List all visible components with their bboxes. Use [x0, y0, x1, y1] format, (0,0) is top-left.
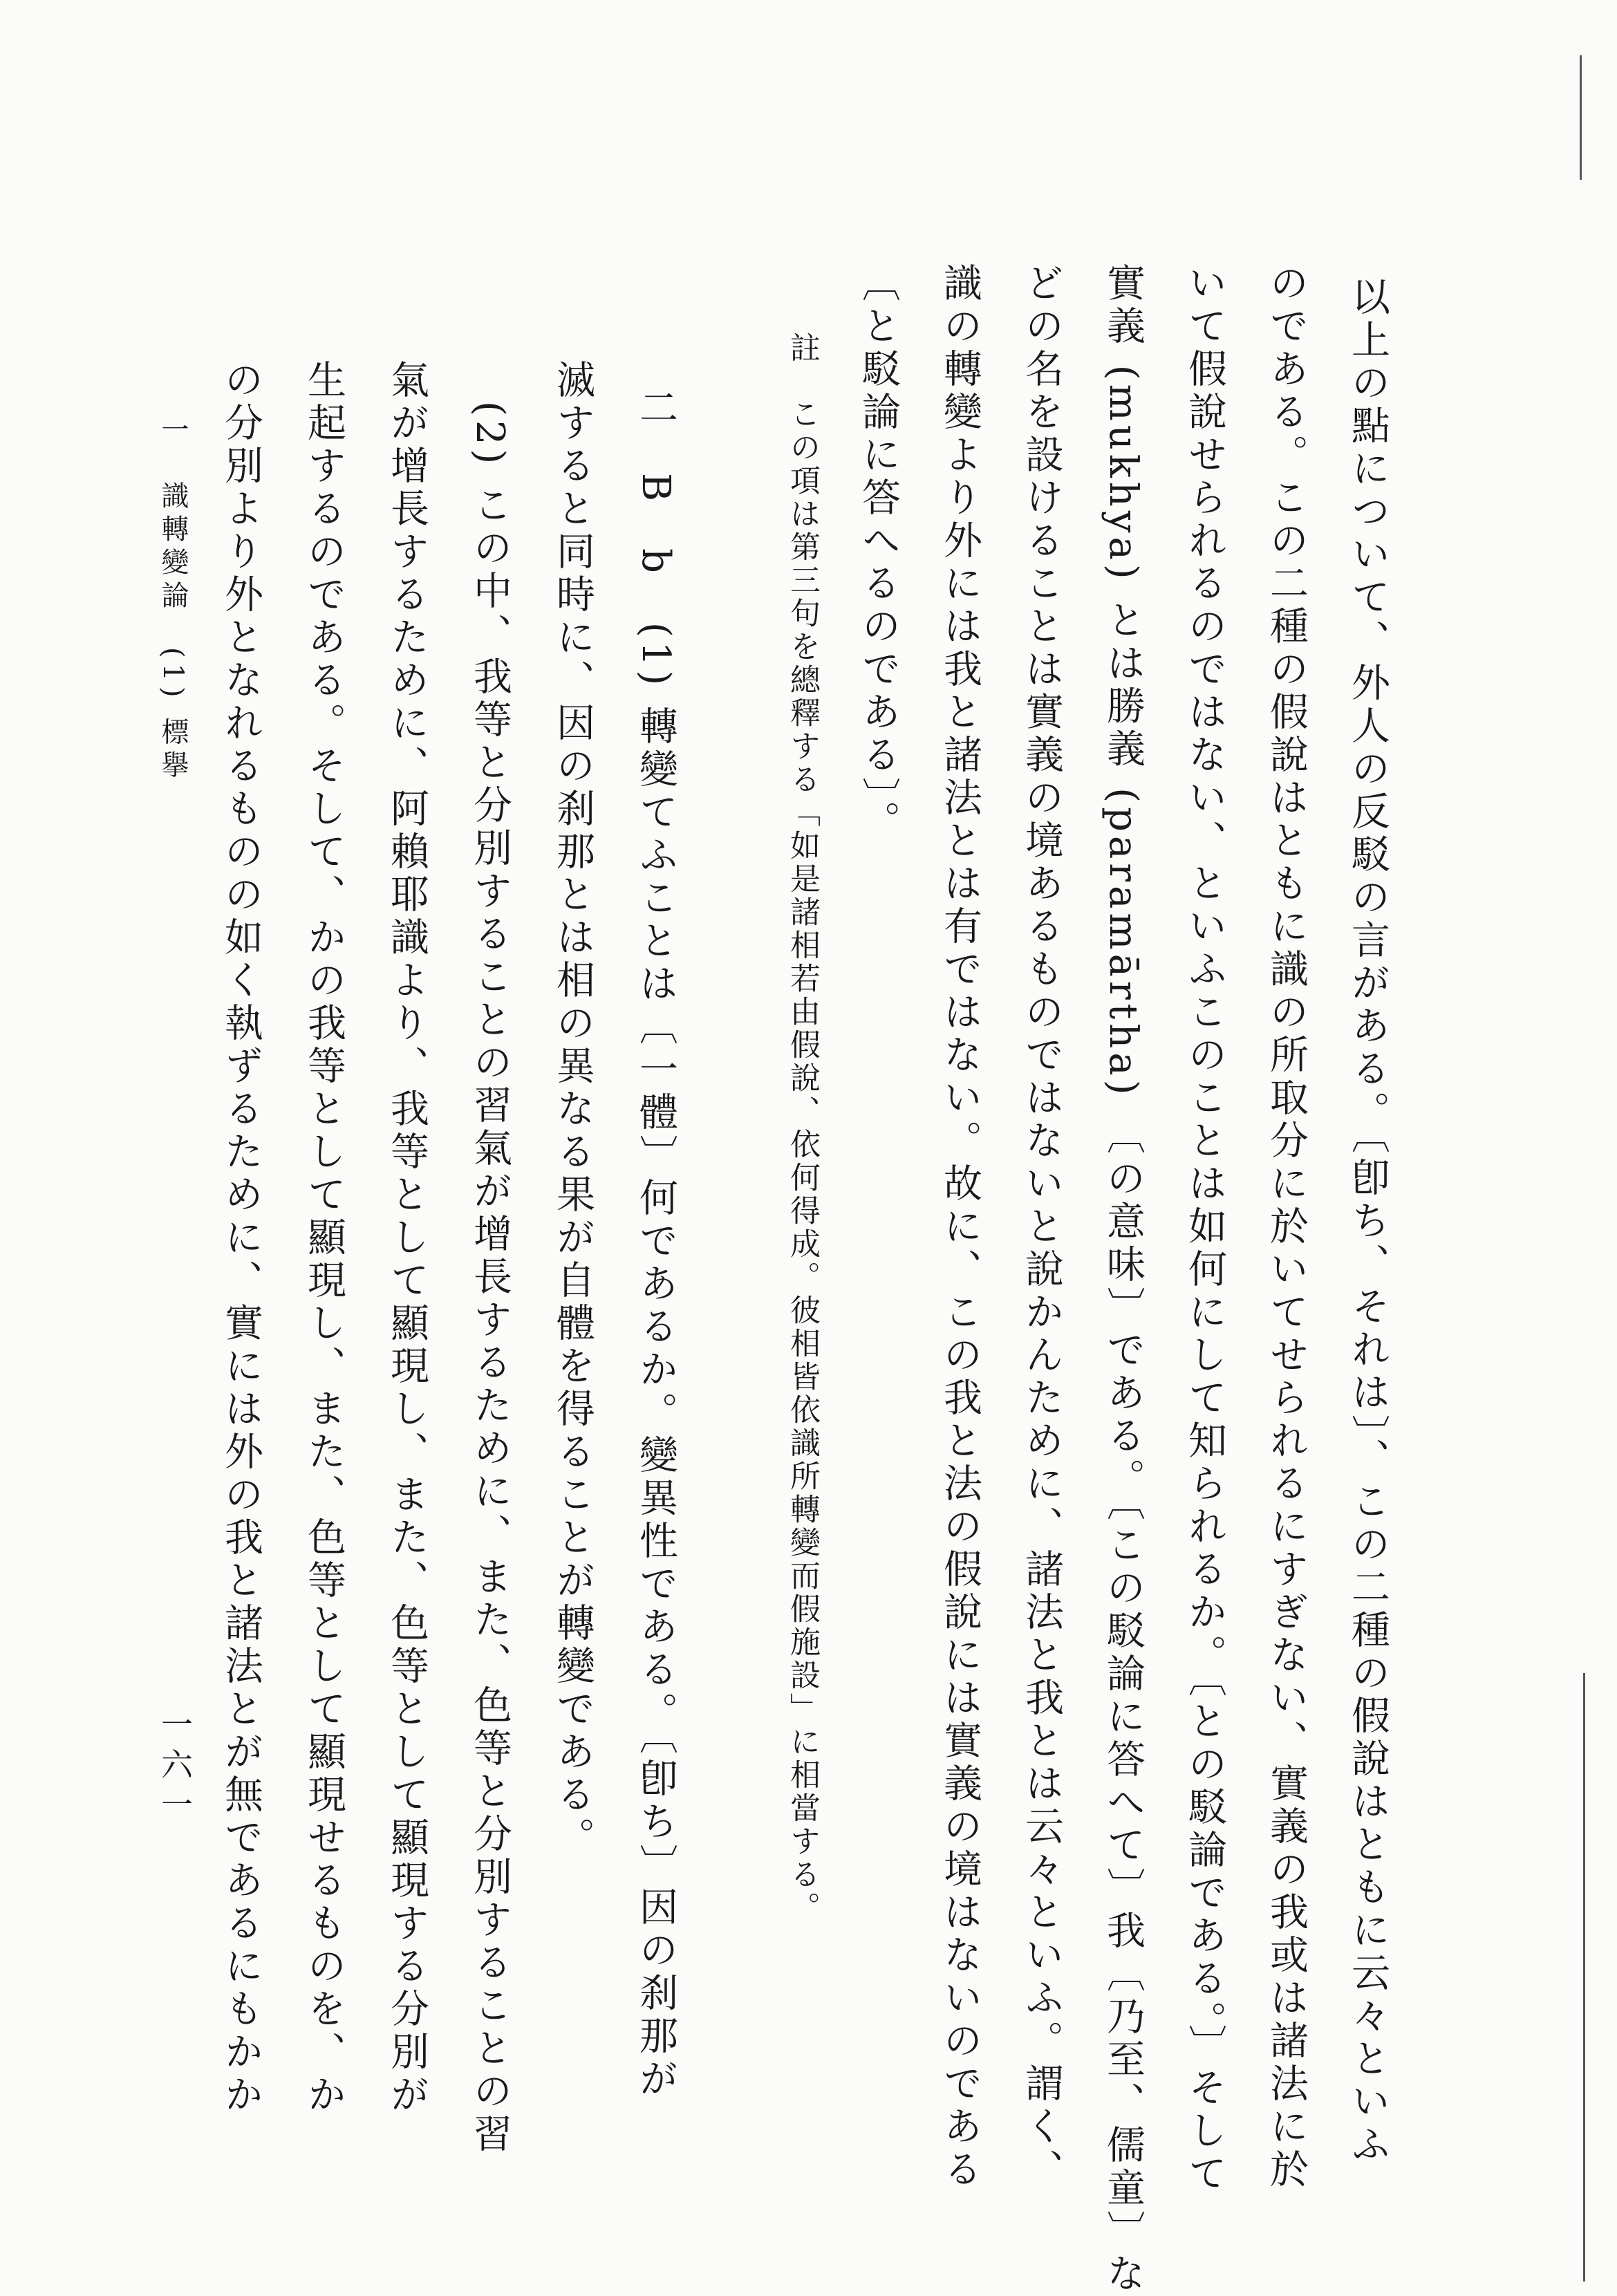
section-para-line: の分別より外となれるものの如く執ずるために、實には外の我と諸法とが無であるにもかか — [218, 360, 263, 2117]
main-text-line: いて假說せられるのではない、といふこのことは如何にして知られるか。〔との駁論である。〕そして — [1182, 263, 1227, 2196]
page-number: 一六一 — [156, 1708, 194, 1828]
section-para-line: 氣が增長するために、阿賴耶識より、我等として顯現し、また、色等として顯現する分別が — [384, 360, 429, 2117]
footnote: 註 この項は第三句を總釋する「如是諸相若由假說、依何得成。彼相皆依識所轉變而假施設」に相當する。 — [785, 332, 820, 1925]
main-text-line: 實義 (mukhya) とは勝義 (paramārtha) 〔の意味〕である。〔この駁論に答へて〕我〔乃至、儒童〕な — [1101, 263, 1146, 2296]
scan-edge-line — [1583, 1673, 1585, 2281]
section-para-line: 滅すると同時に、因の刹那とは相の異なる果が自體を得ることが轉變である。 — [550, 360, 595, 1860]
section-para-line: (1) 轉變てふことは〔一體〕何であるか。變異性である。〔卽ち〕因の刹那が — [633, 622, 678, 2102]
main-text-line: のである。この二種の假說はともに識の所取分に於いてせられるにすぎない、實義の我或は諸法に於 — [1264, 263, 1309, 2192]
section-para-line: 生起するのである。そして、かの我等として顯現し、また、色等として顯現せるものを、か — [301, 360, 346, 2117]
main-text-line: 以上の點について、外人の反駁の言がある。〔卽ち、それは〕、この二種の假說はともに云々といふ — [1345, 277, 1390, 2167]
scan-edge-line — [1580, 55, 1582, 180]
main-text-line: どの名を設けることは實義の境あるものではないと說かんために、諸法と我とは云々といふ。謂く、 — [1019, 263, 1064, 2192]
section-heading: 二 B b — [633, 387, 678, 577]
main-text-line: 〔と駁論に答へるのである〕。 — [856, 263, 901, 843]
main-text-line: 識の轉變より外には我と諸法とは有ではない。故に、この我と法の假說には實義の境はないのである — [937, 263, 982, 2192]
section-para-line: (2) この中、我等と分別することの習氣が增長するために、また、色等と分別することの習 — [467, 401, 512, 2157]
running-header: 一 識轉變論 (1) 標擧 — [157, 415, 189, 784]
